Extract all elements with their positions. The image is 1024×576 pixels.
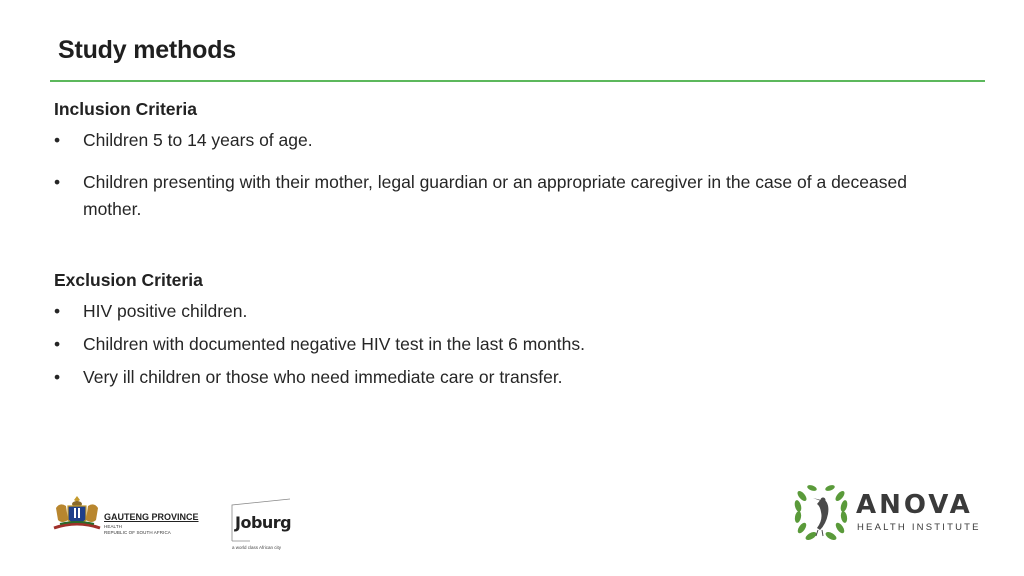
inclusion-item-text: Children presenting with their mother, legal guardian or an appropriate caregiver in the case of a deceased mother. [83, 172, 907, 219]
inclusion-heading: Inclusion Criteria [54, 99, 197, 119]
exclusion-item [54, 364, 934, 391]
bullet-glyph: • [54, 130, 61, 150]
exclusion-item [54, 298, 934, 325]
bullet-glyph: • [54, 301, 61, 321]
bullet-glyph: • [54, 367, 61, 387]
exclusion-item-text: Children with documented negative HIV test in the last 6 months. [83, 334, 585, 354]
gauteng-line2: REPUBLIC OF SOUTH AFRICA [104, 530, 171, 535]
gauteng-line1: HEALTH [104, 524, 123, 529]
exclusion-heading: Exclusion Criteria [54, 270, 203, 290]
anova-wordmark: ANOVA [856, 490, 973, 520]
slide-title: Study methods [58, 36, 236, 64]
joburg-wordmark: Joburg [235, 513, 292, 532]
title-divider [50, 80, 985, 82]
exclusion-item [54, 331, 934, 358]
exclusion-item-text: HIV positive children. [83, 301, 248, 321]
inclusion-item [54, 169, 934, 223]
bullet-glyph: • [54, 334, 61, 354]
joburg-tagline: a world class African city [232, 545, 282, 550]
anova-subtitle: HEALTH INSTITUTE [857, 522, 981, 533]
inclusion-item-text: Children 5 to 14 years of age. [83, 130, 313, 150]
anova-wreath-bird-icon [792, 482, 850, 544]
gauteng-coat-of-arms-icon [50, 494, 104, 536]
exclusion-item-text: Very ill children or those who need immediate care or transfer. [83, 367, 563, 387]
bullet-glyph: • [54, 172, 61, 192]
gauteng-name: GAUTENG PROVINCE [104, 512, 199, 522]
inclusion-item [54, 127, 934, 154]
